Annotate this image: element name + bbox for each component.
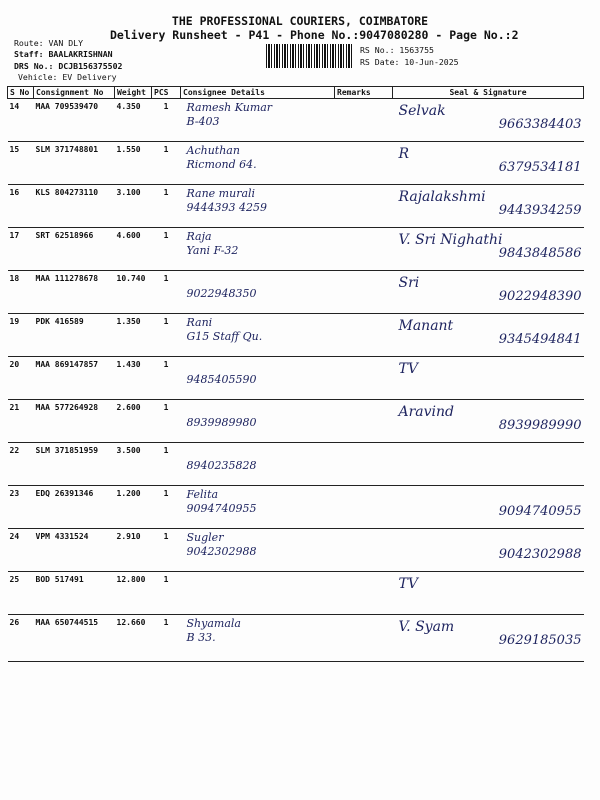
consignee-info: 9042302988 <box>186 545 257 558</box>
row-sno: 20 <box>8 357 34 400</box>
signature-phone: 9345494841 <box>498 332 582 347</box>
row-seal-signature <box>393 529 584 572</box>
col-consignment: Consignment No <box>34 87 115 99</box>
row-remarks <box>335 99 393 142</box>
row-weight: 2.600 <box>115 400 152 443</box>
table-row <box>8 314 584 357</box>
row-consignment-no: MAA 111278678 <box>34 271 115 314</box>
consignee-name: Ramesh Kumar <box>186 101 273 114</box>
row-seal-signature <box>393 357 584 400</box>
row-seal-signature <box>393 572 584 615</box>
row-consignee-details <box>181 271 335 314</box>
consignee-info: 9022948350 <box>186 287 257 300</box>
drs-number: DRS No.: DCJB156375502 <box>14 61 123 71</box>
consignee-info: G15 Staff Qu. <box>186 330 263 343</box>
table-row <box>8 572 584 615</box>
row-consignee-details <box>181 443 335 486</box>
col-consignee: Consignee Details <box>181 87 335 99</box>
row-sno: 25 <box>8 572 34 615</box>
table-row <box>8 142 584 185</box>
table-row <box>8 400 584 443</box>
signature: Sri <box>398 275 420 291</box>
row-consignment-no: MAA 709539470 <box>34 99 115 142</box>
row-weight: 2.910 <box>115 529 152 572</box>
row-consignment-no: SLM 371851959 <box>34 443 115 486</box>
row-remarks <box>335 572 393 615</box>
row-seal-signature <box>393 314 584 357</box>
signature: R <box>398 146 410 162</box>
row-pcs: 1 <box>152 357 181 400</box>
signature-phone: 9094740955 <box>498 504 582 519</box>
signature: Rajalakshmi <box>398 189 486 205</box>
consignee-info: 8939989980 <box>186 416 257 429</box>
row-remarks <box>335 486 393 529</box>
row-sno: 14 <box>8 99 34 142</box>
row-remarks <box>335 142 393 185</box>
row-seal-signature <box>393 400 584 443</box>
row-consignee-details <box>181 529 335 572</box>
row-remarks <box>335 271 393 314</box>
row-pcs: 1 <box>152 271 181 314</box>
col-remarks: Remarks <box>335 87 393 99</box>
table-row <box>8 443 584 486</box>
row-pcs: 1 <box>152 228 181 271</box>
row-sno: 21 <box>8 400 34 443</box>
row-weight: 1.430 <box>115 357 152 400</box>
company-title: THE PROFESSIONAL COURIERS, COIMBATORE <box>171 14 429 28</box>
table-row <box>8 529 584 572</box>
row-consignee-details <box>181 357 335 400</box>
rs-number: RS No.: 1563755 <box>360 45 434 55</box>
row-weight: 12.800 <box>115 572 152 615</box>
consignee-info: 9485405590 <box>186 373 257 386</box>
row-weight: 12.660 <box>115 615 152 662</box>
col-weight: Weight <box>115 87 152 99</box>
row-pcs: 1 <box>152 529 181 572</box>
row-seal-signature <box>393 443 584 486</box>
signature-phone: 9022948390 <box>498 289 582 304</box>
row-sno: 15 <box>8 142 34 185</box>
consignee-info: Ricmond 64. <box>186 158 257 171</box>
signature: TV <box>398 361 418 377</box>
row-sno: 18 <box>8 271 34 314</box>
row-sno: 23 <box>8 486 34 529</box>
signature-phone: 9843848586 <box>498 246 582 261</box>
consignee-info: B-403 <box>186 115 220 128</box>
row-pcs: 1 <box>152 572 181 615</box>
signature: V. Syam <box>398 619 455 635</box>
consignee-name: Achuthan <box>186 144 240 157</box>
signature: Manant <box>398 318 454 334</box>
signature: V. Sri Nighathi <box>398 232 503 248</box>
row-consignment-no: MAA 650744515 <box>34 615 115 662</box>
table-header-row <box>8 87 584 99</box>
consignee-info: 9094740955 <box>186 502 257 515</box>
table-row <box>8 357 584 400</box>
row-consignment-no: PDK 416589 <box>34 314 115 357</box>
signature-phone: 9443934259 <box>498 203 582 218</box>
table-row <box>8 486 584 529</box>
consignee-info: 9444393 4259 <box>186 201 267 214</box>
row-consignment-no: VPM 4331524 <box>34 529 115 572</box>
row-sno: 22 <box>8 443 34 486</box>
consignee-info: 8940235828 <box>186 459 257 472</box>
table-row <box>8 185 584 228</box>
row-remarks <box>335 615 393 662</box>
signature-phone: 8939989990 <box>498 418 582 433</box>
row-consignee-details <box>181 572 335 615</box>
col-seal-signature: Seal & Signature <box>393 87 584 99</box>
runsheet-subtitle: Delivery Runsheet - P41 - Phone No.:9047080280 - Page No.:2 <box>110 28 519 42</box>
consignee-name: Shyamala <box>186 617 241 630</box>
row-seal-signature <box>393 142 584 185</box>
row-pcs: 1 <box>152 185 181 228</box>
row-consignee-details <box>181 142 335 185</box>
row-seal-signature <box>393 99 584 142</box>
row-weight: 3.500 <box>115 443 152 486</box>
row-weight: 10.740 <box>115 271 152 314</box>
consignee-name: Felita <box>186 488 219 501</box>
row-remarks <box>335 443 393 486</box>
row-consignee-details <box>181 486 335 529</box>
signature-phone: 9629185035 <box>498 633 582 648</box>
table-row <box>8 271 584 314</box>
signature: TV <box>398 576 418 592</box>
row-weight: 4.600 <box>115 228 152 271</box>
signature: Selvak <box>398 103 446 119</box>
row-consignment-no: BOD 517491 <box>34 572 115 615</box>
row-consignee-details <box>181 400 335 443</box>
row-seal-signature <box>393 185 584 228</box>
col-pcs: PCS <box>152 87 181 99</box>
consignee-name: Rani <box>186 316 213 329</box>
route-label: Route: VAN DLY <box>14 38 84 48</box>
row-remarks <box>335 357 393 400</box>
col-sno: S No <box>8 87 34 99</box>
signature-phone: 9042302988 <box>498 547 582 562</box>
consignee-info: Yani F-32 <box>186 244 239 257</box>
signature: Aravind <box>398 404 455 420</box>
barcode <box>266 44 352 68</box>
row-remarks <box>335 529 393 572</box>
row-consignee-details <box>181 185 335 228</box>
signature-phone: 6379534181 <box>498 160 582 175</box>
row-remarks <box>335 314 393 357</box>
row-weight: 3.100 <box>115 185 152 228</box>
consignee-name: Rane murali <box>186 187 256 200</box>
rs-date: RS Date: 10-Jun-2025 <box>360 57 459 67</box>
row-consignment-no: KLS 804273110 <box>34 185 115 228</box>
row-sno: 26 <box>8 615 34 662</box>
row-pcs: 1 <box>152 615 181 662</box>
row-remarks <box>335 400 393 443</box>
row-weight: 1.550 <box>115 142 152 185</box>
staff-label: Staff: BAALAKRISHNAN <box>14 49 113 59</box>
consignee-info: B 33. <box>186 631 216 644</box>
row-consignee-details <box>181 99 335 142</box>
row-consignment-no: SLM 371748801 <box>34 142 115 185</box>
table-row <box>8 99 584 142</box>
signature-phone: 9663384403 <box>498 117 582 132</box>
row-consignee-details <box>181 228 335 271</box>
row-seal-signature <box>393 271 584 314</box>
row-pcs: 1 <box>152 443 181 486</box>
row-seal-signature <box>393 486 584 529</box>
row-remarks <box>335 228 393 271</box>
runsheet-table <box>7 86 584 662</box>
row-remarks <box>335 185 393 228</box>
row-consignment-no: EDQ 26391346 <box>34 486 115 529</box>
row-sno: 17 <box>8 228 34 271</box>
table-row <box>8 615 584 662</box>
row-sno: 24 <box>8 529 34 572</box>
row-weight: 1.350 <box>115 314 152 357</box>
row-seal-signature <box>393 615 584 662</box>
row-seal-signature <box>393 228 584 271</box>
row-consignee-details <box>181 314 335 357</box>
consignee-name: Raja <box>186 230 212 243</box>
row-weight: 1.200 <box>115 486 152 529</box>
row-sno: 19 <box>8 314 34 357</box>
row-consignment-no: SRT 62518966 <box>34 228 115 271</box>
row-consignment-no: MAA 869147857 <box>34 357 115 400</box>
consignee-name: Sugler <box>186 531 224 544</box>
row-pcs: 1 <box>152 314 181 357</box>
row-pcs: 1 <box>152 142 181 185</box>
table-row <box>8 228 584 271</box>
row-consignee-details <box>181 615 335 662</box>
row-pcs: 1 <box>152 400 181 443</box>
row-weight: 4.350 <box>115 99 152 142</box>
row-pcs: 1 <box>152 99 181 142</box>
row-consignment-no: MAA 577264928 <box>34 400 115 443</box>
vehicle-label: Vehicle: EV Delivery <box>18 72 117 82</box>
row-sno: 16 <box>8 185 34 228</box>
row-pcs: 1 <box>152 486 181 529</box>
